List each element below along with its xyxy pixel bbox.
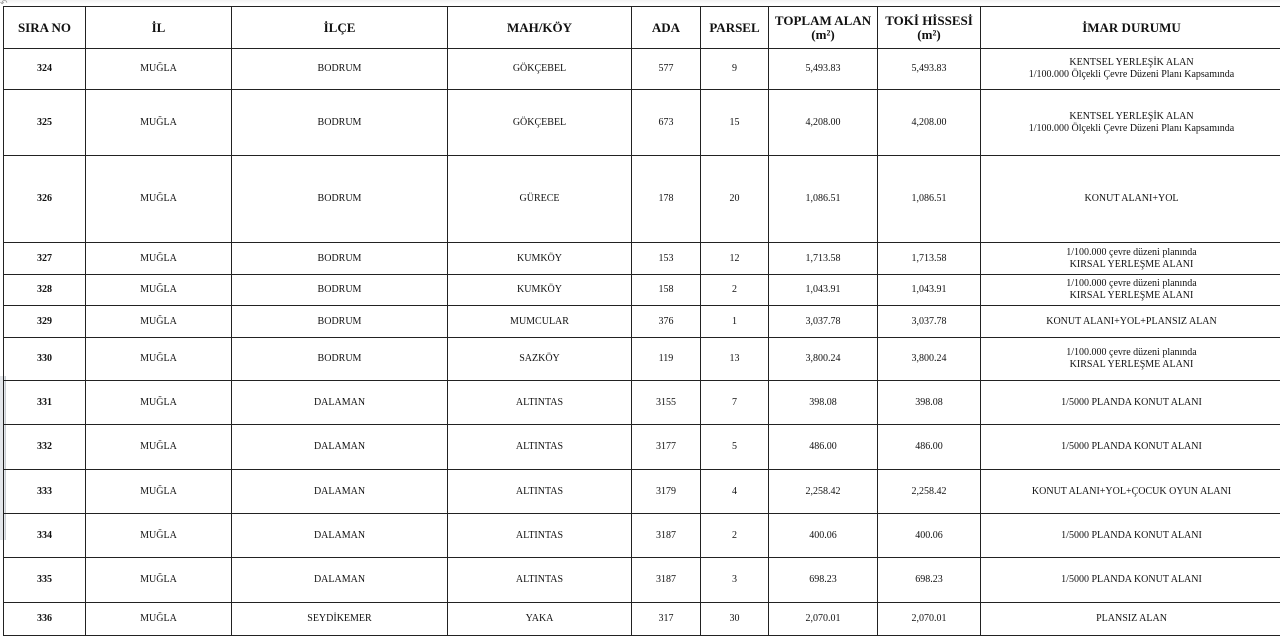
imar-line-1: KONUT ALANI+YOL	[1084, 193, 1179, 204]
cell-imar-durumu	[981, 425, 1280, 470]
cell-ilce: DALAMAN	[232, 558, 448, 603]
cell-sira-no: 328	[4, 275, 86, 306]
parcel-table	[3, 6, 1280, 636]
table-row	[4, 603, 1280, 636]
cell-imar-durumu	[981, 470, 1280, 514]
cell-ada: 3187	[632, 558, 701, 603]
cell-mah-koy: GÜRECE	[448, 156, 632, 243]
imar-line-2: KIRSAL YERLEŞME ALANI	[1069, 290, 1194, 301]
table-row	[4, 49, 1280, 90]
cell-il: MUĞLA	[86, 49, 232, 90]
cell-mah-koy: KUMKÖY	[448, 243, 632, 275]
imar-line-2: 1/100.000 Ölçekli Çevre Düzeni Planı Kapsamında	[1028, 122, 1235, 134]
cell-parsel: 13	[701, 338, 769, 381]
table-row	[4, 470, 1280, 514]
cell-parsel: 7	[701, 381, 769, 425]
cell-sira-no: 332	[4, 425, 86, 470]
cell-toki-hissesi: 1,043.91	[878, 275, 981, 306]
cell-il: MUĞLA	[86, 425, 232, 470]
imar-line-1: 1/100.000 çevre düzeni planında	[1066, 278, 1197, 289]
cell-parsel: 30	[701, 603, 769, 636]
cell-ilce: SEYDİKEMER	[232, 603, 448, 636]
cell-toki-hissesi: 2,070.01	[878, 603, 981, 636]
cell-il: MUĞLA	[86, 275, 232, 306]
table-row	[4, 425, 1280, 470]
cell-mah-koy: GÖKÇEBEL	[448, 49, 632, 90]
cell-imar-durumu	[981, 156, 1280, 243]
cell-parsel: 2	[701, 275, 769, 306]
table-row	[4, 338, 1280, 381]
header-toki-hissesi: TOKİ HİSSESİ (m²)	[878, 7, 981, 49]
cell-imar-durumu	[981, 306, 1280, 338]
cell-il: MUĞLA	[86, 243, 232, 275]
cell-mah-koy: GÖKÇEBEL	[448, 90, 632, 156]
cell-toplam-alan: 1,043.91	[769, 275, 878, 306]
cell-toki-hissesi: 400.06	[878, 514, 981, 558]
cell-toplam-alan: 486.00	[769, 425, 878, 470]
cell-toplam-alan: 5,493.83	[769, 49, 878, 90]
cell-imar-durumu	[981, 275, 1280, 306]
imar-line-2: KIRSAL YERLEŞME ALANI	[1069, 258, 1194, 270]
cell-il: MUĞLA	[86, 603, 232, 636]
cell-il: MUĞLA	[86, 470, 232, 514]
cell-toplam-alan: 2,070.01	[769, 603, 878, 636]
header-sira-no: SIRA NO	[4, 7, 86, 49]
imar-line-1: KONUT ALANI+YOL+PLANSIZ ALAN	[1046, 315, 1217, 327]
top-edge	[0, 0, 1280, 4]
imar-line-1: KONUT ALANI+YOL+ÇOCUK OYUN ALANI	[1031, 485, 1232, 497]
cell-parsel: 20	[701, 156, 769, 243]
cell-parsel: 5	[701, 425, 769, 470]
imar-line-1: 1/5000 PLANDA KONUT ALANI	[1061, 574, 1202, 585]
cell-ada: 376	[632, 306, 701, 338]
cell-ada: 673	[632, 90, 701, 156]
cell-toki-hissesi: 698.23	[878, 558, 981, 603]
cell-ilce: BODRUM	[232, 156, 448, 243]
cell-ilce: BODRUM	[232, 90, 448, 156]
header-imar-durumu: İMAR DURUMU	[981, 7, 1280, 49]
header-mah-koy: MAH/KÖY	[448, 7, 632, 49]
cell-mah-koy: SAZKÖY	[448, 338, 632, 381]
cell-ada: 317	[632, 603, 701, 636]
header-toplam-alan: TOPLAM ALAN (m²)	[769, 7, 878, 49]
cell-ada: 3177	[632, 425, 701, 470]
cell-mah-koy: ALTINTAS	[448, 425, 632, 470]
imar-line-1: 1/5000 PLANDA KONUT ALANI	[1061, 396, 1202, 408]
cell-toplam-alan: 1,086.51	[769, 156, 878, 243]
imar-line-1: KENTSEL YERLEŞİK ALAN	[1069, 110, 1194, 122]
cell-mah-koy: ALTINTAS	[448, 470, 632, 514]
header-parsel: PARSEL	[701, 7, 769, 49]
cell-toki-hissesi: 1,713.58	[878, 243, 981, 275]
cell-imar-durumu	[981, 603, 1280, 636]
cell-ilce: BODRUM	[232, 338, 448, 381]
cell-mah-koy: YAKA	[448, 603, 632, 636]
imar-line-2: KIRSAL YERLEŞME ALANI	[1069, 359, 1194, 370]
table-body	[4, 49, 1280, 636]
cell-sira-no: 331	[4, 381, 86, 425]
imar-line-1: 1/100.000 çevre düzeni planında	[1066, 347, 1197, 358]
cell-mah-koy: ALTINTAS	[448, 514, 632, 558]
cell-toki-hissesi: 398.08	[878, 381, 981, 425]
cell-ilce: BODRUM	[232, 243, 448, 275]
cell-ilce: BODRUM	[232, 49, 448, 90]
cell-toplam-alan: 3,037.78	[769, 306, 878, 338]
cell-imar-durumu	[981, 243, 1280, 275]
cell-parsel: 1	[701, 306, 769, 338]
cell-parsel: 12	[701, 243, 769, 275]
imar-line-1: KENTSEL YERLEŞİK ALAN	[1069, 57, 1194, 68]
cell-imar-durumu	[981, 338, 1280, 381]
cell-sira-no: 336	[4, 603, 86, 636]
cell-il: MUĞLA	[86, 338, 232, 381]
cell-il: MUĞLA	[86, 514, 232, 558]
cell-toki-hissesi: 5,493.83	[878, 49, 981, 90]
cell-parsel: 2	[701, 514, 769, 558]
cell-ada: 119	[632, 338, 701, 381]
cell-ilce: DALAMAN	[232, 425, 448, 470]
cell-il: MUĞLA	[86, 558, 232, 603]
cell-mah-koy: MUMCULAR	[448, 306, 632, 338]
corner-curl-icon: ↶	[0, 0, 8, 9]
cell-toplam-alan: 3,800.24	[769, 338, 878, 381]
cell-ilce: DALAMAN	[232, 470, 448, 514]
cell-ada: 3179	[632, 470, 701, 514]
cell-ada: 158	[632, 275, 701, 306]
cell-toki-hissesi: 3,037.78	[878, 306, 981, 338]
cell-ilce: DALAMAN	[232, 381, 448, 425]
cell-sira-no: 324	[4, 49, 86, 90]
cell-sira-no: 326	[4, 156, 86, 243]
cell-sira-no: 333	[4, 470, 86, 514]
cell-ilce: BODRUM	[232, 275, 448, 306]
cell-sira-no: 330	[4, 338, 86, 381]
cell-imar-durumu	[981, 381, 1280, 425]
cell-ada: 3187	[632, 514, 701, 558]
cell-toplam-alan: 398.08	[769, 381, 878, 425]
header-il: İL	[86, 7, 232, 49]
table-row	[4, 558, 1280, 603]
cell-toplam-alan: 698.23	[769, 558, 878, 603]
cell-il: MUĞLA	[86, 306, 232, 338]
imar-line-1: 1/100.000 çevre düzeni planında	[1066, 246, 1197, 258]
cell-il: MUĞLA	[86, 156, 232, 243]
cell-ilce: BODRUM	[232, 306, 448, 338]
cell-toplam-alan: 1,713.58	[769, 243, 878, 275]
cell-sira-no: 335	[4, 558, 86, 603]
cell-sira-no: 327	[4, 243, 86, 275]
cell-imar-durumu	[981, 49, 1280, 90]
cell-ada: 3155	[632, 381, 701, 425]
cell-imar-durumu	[981, 558, 1280, 603]
cell-toplam-alan: 2,258.42	[769, 470, 878, 514]
table-header	[4, 7, 1280, 49]
table-row	[4, 381, 1280, 425]
cell-toki-hissesi: 1,086.51	[878, 156, 981, 243]
cell-imar-durumu	[981, 514, 1280, 558]
cell-toki-hissesi: 4,208.00	[878, 90, 981, 156]
cell-ada: 178	[632, 156, 701, 243]
cell-parsel: 15	[701, 90, 769, 156]
cell-toki-hissesi: 3,800.24	[878, 338, 981, 381]
cell-toplam-alan: 4,208.00	[769, 90, 878, 156]
cell-sira-no: 325	[4, 90, 86, 156]
imar-line-1: 1/5000 PLANDA KONUT ALANI	[1061, 441, 1202, 452]
cell-toplam-alan: 400.06	[769, 514, 878, 558]
cell-toki-hissesi: 2,258.42	[878, 470, 981, 514]
cell-il: MUĞLA	[86, 90, 232, 156]
header-row	[4, 7, 1280, 49]
cell-sira-no: 334	[4, 514, 86, 558]
header-ada: ADA	[632, 7, 701, 49]
cell-mah-koy: KUMKÖY	[448, 275, 632, 306]
imar-line-1: 1/5000 PLANDA KONUT ALANI	[1061, 529, 1202, 541]
imar-line-1: PLANSIZ ALAN	[1096, 613, 1167, 624]
table-row	[4, 275, 1280, 306]
cell-mah-koy: ALTINTAS	[448, 558, 632, 603]
cell-il: MUĞLA	[86, 381, 232, 425]
cell-toki-hissesi: 486.00	[878, 425, 981, 470]
imar-line-2: 1/100.000 Ölçekli Çevre Düzeni Planı Kapsamında	[1028, 69, 1235, 80]
cell-parsel: 4	[701, 470, 769, 514]
table-row	[4, 306, 1280, 338]
cell-parsel: 3	[701, 558, 769, 603]
header-ilce: İLÇE	[232, 7, 448, 49]
table-row	[4, 514, 1280, 558]
cell-ilce: DALAMAN	[232, 514, 448, 558]
cell-sira-no: 329	[4, 306, 86, 338]
cell-ada: 577	[632, 49, 701, 90]
cell-parsel: 9	[701, 49, 769, 90]
cell-ada: 153	[632, 243, 701, 275]
cell-imar-durumu	[981, 90, 1280, 156]
table-row	[4, 243, 1280, 275]
table-row	[4, 90, 1280, 156]
table-row	[4, 156, 1280, 243]
cell-mah-koy: ALTINTAS	[448, 381, 632, 425]
